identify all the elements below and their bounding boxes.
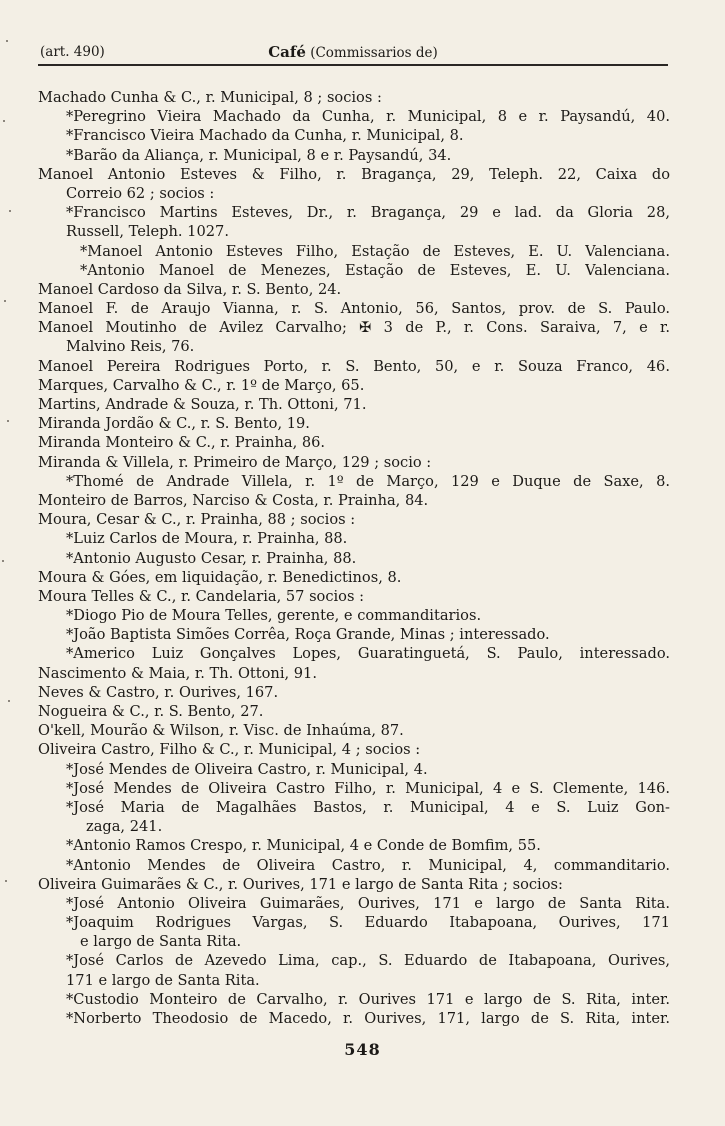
partner-entry-line: Malvino Reis, 76.: [66, 338, 195, 356]
header-article: (art. 490): [40, 44, 105, 60]
partner-entry-line: zaga, 241.: [86, 818, 163, 836]
partner-entry-line: *José Maria de Magalhães Bastos, r. Municipal, 4 e S. Luiz Gon-: [66, 798, 670, 816]
partner-entry-line: *José Carlos de Azevedo Lima, cap., S. Eduardo de Itabapoana, Ourives,: [66, 952, 670, 970]
partner-entry-line: *Joaquim Rodrigues Vargas, S. Eduardo Itabapoana, Ourives, 171: [66, 914, 670, 932]
partner-entry-line: Russell, Teleph. 1027.: [66, 223, 229, 241]
firm-entry-line: Nogueira & C., r. S. Bento, 27.: [38, 703, 264, 720]
firm-entry-line: Machado Cunha & C., r. Municipal, 8 ; socios :: [38, 89, 382, 106]
firm-entry-line: Monteiro de Barros, Narciso & Costa, r. Prainha, 84.: [38, 491, 429, 509]
firm-entry-line: Oliveira Guimarães & C., r. Ourives, 171 e largo de Santa Rita ; socios:: [38, 875, 563, 893]
partner-entry-line: *José Antonio Oliveira Guimarães, Ourives, 171 e largo de Santa Rita.: [66, 894, 670, 912]
partner-entry-line: *José Mendes de Oliveira Castro, r. Municipal, 4.: [66, 760, 428, 778]
partner-entry-line: *Diogo Pio de Moura Telles, gerente, e commanditarios.: [66, 607, 482, 625]
firm-entry-line: Moura Telles & C., r. Candelaria, 57 socios :: [38, 587, 365, 605]
firm-entry-line: Moura & Góes, em liquidação, r. Benedictinos, 8.: [38, 568, 402, 586]
page-number: 548: [344, 1040, 381, 1059]
firm-entry-line: Manoel Antonio Esteves & Filho, r. Bragança, 29, Teleph. 22, Caixa do: [38, 165, 670, 183]
directory-entries: [38, 88, 670, 1028]
firm-entry-line: O'kell, Mourão & Wilson, r. Visc. de Inhaúma, 87.: [38, 722, 404, 740]
header-title: Café: [268, 43, 306, 61]
partner-entry-line: Correio 62 ; socios :: [66, 184, 215, 202]
firm-entry-line: Manoel Cardoso da Silva, r. S. Bento, 24.: [38, 280, 342, 298]
partner-entry-line: *Antonio Mendes de Oliveira Castro, r. Municipal, 4, commanditario.: [66, 856, 670, 874]
partner-entry-line: e largo de Santa Rita.: [80, 933, 242, 951]
firm-entry-line: Miranda Monteiro & C., r. Prainha, 86.: [38, 434, 326, 452]
partner-entry-line: *Francisco Vieira Machado da Cunha, r. Municipal, 8.: [66, 127, 464, 145]
firm-entry-line: Oliveira Castro, Filho & C., r. Municipal, 4 ; socios :: [38, 741, 421, 759]
partner-entry-line: *Francisco Martins Esteves, Dr., r. Bragança, 29 e lad. da Gloria 28,: [66, 204, 670, 222]
partner-entry-line: *Antonio Ramos Crespo, r. Municipal, 4 e Conde de Bomfim, 55.: [66, 837, 541, 855]
partner-entry-line: *Custodio Monteiro de Carvalho, r. Ourives 171 e largo de S. Rita, inter.: [66, 990, 670, 1008]
firm-entry-line: Nascimento & Maia, r. Th. Ottoni, 91.: [38, 664, 317, 682]
margin-specks: [0, 0, 30, 1126]
firm-entry-line: Manoel Moutinho de Avilez Carvalho; ✠ 3 de P., r. Cons. Saraiva, 7, e r.: [38, 319, 670, 337]
partner-entry-line: *Americo Luiz Gonçalves Lopes, Guaratinguetá, S. Paulo, interessado.: [66, 645, 670, 663]
partner-entry-line: *Thomé de Andrade Villela, r. 1º de Março, 129 e Duque de Saxe, 8.: [66, 472, 670, 490]
page-header: [38, 42, 668, 66]
partner-entry-line: *Norberto Theodosio de Macedo, r. Ourives, 171, largo de S. Rita, inter.: [66, 1010, 670, 1027]
partner-entry-line: *Antonio Augusto Cesar, r. Prainha, 88.: [66, 549, 357, 567]
partner-entry-line: *Antonio Manoel de Menezes, Estação de Esteves, E. U. Valenciana.: [80, 261, 670, 279]
partner-entry-line: *João Baptista Simões Corrêa, Roça Grande, Minas ; interessado.: [66, 626, 550, 644]
partner-entry-line: *Peregrino Vieira Machado da Cunha, r. Municipal, 8 e r. Paysandú, 40.: [66, 108, 670, 126]
partner-entry-line: *Manoel Antonio Esteves Filho, Estação de Esteves, E. U. Valenciana.: [80, 242, 670, 260]
partner-entry-line: 171 e largo de Santa Rita.: [66, 971, 260, 989]
partner-entry-line: *Luiz Carlos de Moura, r. Prainha, 88.: [66, 530, 348, 548]
header-subtitle: (Commissarios de): [310, 45, 438, 61]
firm-entry-line: Manoel Pereira Rodrigues Porto, r. S. Bento, 50, e r. Souza Franco, 46.: [38, 357, 670, 375]
firm-entry-line: Miranda & Villela, r. Primeiro de Março, 129 ; socio :: [38, 453, 432, 471]
firm-entry-line: Miranda Jordão & C., r. S. Bento, 19.: [38, 415, 310, 433]
firm-entry-line: Martins, Andrade & Souza, r. Th. Ottoni, 71.: [38, 396, 367, 413]
partner-entry-line: *José Mendes de Oliveira Castro Filho, r. Municipal, 4 e S. Clemente, 146.: [66, 779, 670, 797]
header-title-group: [38, 42, 668, 63]
firm-entry-line: Manoel F. de Araujo Vianna, r. S. Antonio, 56, Santos, prov. de S. Paulo.: [38, 300, 670, 318]
firm-entry-line: Moura, Cesar & C., r. Prainha, 88 ; socios :: [38, 511, 356, 529]
firm-entry-line: Marques, Carvalho & C., r. 1º de Março, 65.: [38, 376, 365, 394]
partner-entry-line: *Barão da Aliança, r. Municipal, 8 e r. Paysandú, 34.: [66, 146, 452, 164]
firm-entry-line: Neves & Castro, r. Ourives, 167.: [38, 683, 279, 701]
